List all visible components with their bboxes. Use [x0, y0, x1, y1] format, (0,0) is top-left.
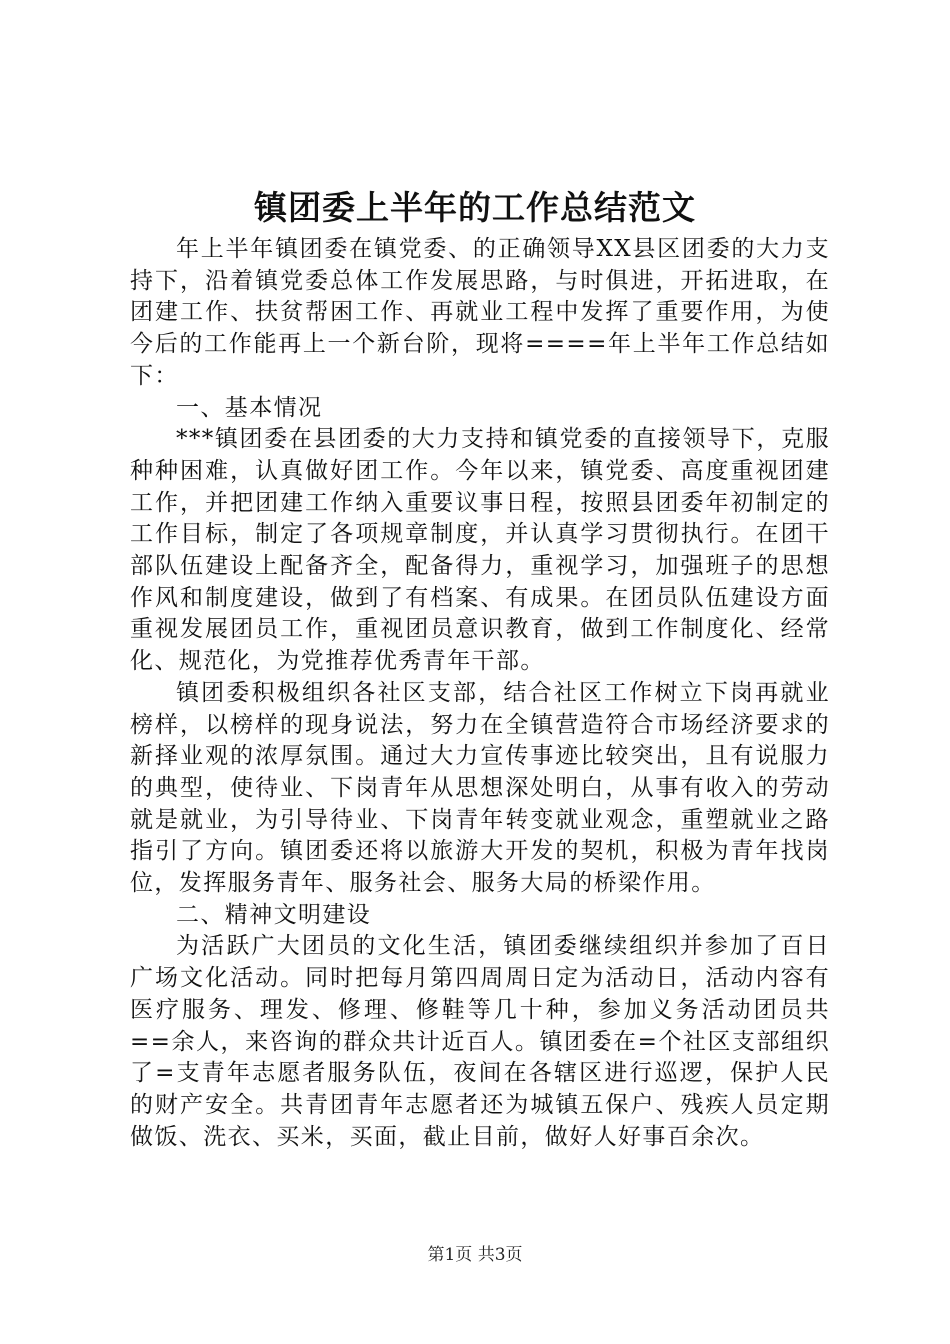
- document-title: 镇团委上半年的工作总结范文: [254, 188, 696, 227]
- body-paragraph: 镇团委积极组织各社区支部，结合社区工作树立下岗再就业榜样，以榜样的现身说法，努力在全镇营造符合市场经济要求的新择业观的浓厚氛围。通过大力宣传事迹比较突出，且有说服力的典型，使待业、下岗青年从思想深处明白，从事有收入的劳动就是就业，为引导待业、下岗青年转变就业观念，重塑就业之路指引了方向。镇团委还将以旅游大开发的契机，积极为青年找岗位，发挥服务青年、服务社会、服务大局的桥梁作用。: [130, 679, 830, 897]
- document-body: [130, 234, 830, 1153]
- body-paragraph: ***镇团委在县团委的大力支持和镇党委的直接领导下，克服种种困难，认真做好团工作。今年以来，镇党委、高度重视团建工作，并把团建工作纳入重要议事日程，按照县团委年初制定的工作目标，制定了各项规章制度，并认真学习贯彻执行。在团干部队伍建设上配备齐全，配备得力，重视学习，加强班子的思想作风和制度建设，做到了有档案、有成果。在团员队伍建设方面重视发展团员工作，重视团员意识教育，做到工作制度化、经常化、规范化，为党推荐优秀青年干部。: [130, 426, 830, 675]
- intro-paragraph: 年上半年镇团委在镇党委、的正确领导XX县区团委的大力支持下，沿着镇党委总体工作发展思路，与时俱进，开拓进取，在团建工作、扶贫帮困工作、再就业工程中发挥了重要作用，为使今后的工作能再上一个新台阶，现将====年上半年工作总结如下：: [130, 236, 830, 389]
- section-heading-basic-situation: 一、基本情况: [176, 394, 323, 421]
- section-heading-spiritual-civilization: 二、精神文明建设: [176, 901, 372, 928]
- body-paragraph: 为活跃广大团员的文化生活，镇团委继续组织并参加了百日广场文化活动。同时把每月第四周周日定为活动日，活动内容有医疗服务、理发、修理、修鞋等几十种，参加义务活动团员共==余人，来咨询的群众共计近百人。镇团委在=个社区支部组织了=支青年志愿者服务队伍，夜间在各辖区进行巡逻，保护人民的财产安全。共青团青年志愿者还为城镇五保户、残疾人员定期做饭、洗衣、买米，买面，截止目前，做好人好事百余次。: [130, 933, 830, 1150]
- page-number-footer: 第1页 共3页: [427, 1245, 523, 1265]
